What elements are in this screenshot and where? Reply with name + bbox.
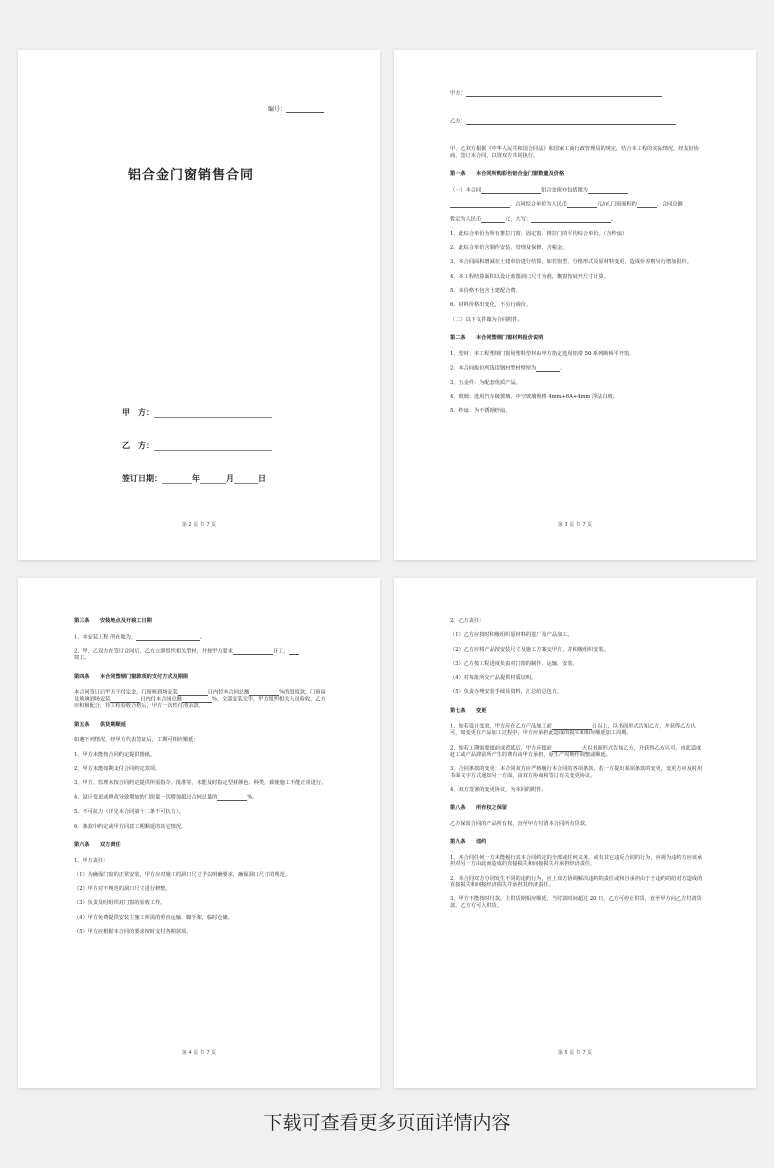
party-a-line — [122, 407, 272, 418]
list-item: （二）以下文件做为合同附件。 — [450, 316, 523, 323]
list-item: 5、纱扇：为不锈钢纱扇。 — [450, 408, 511, 415]
page-number: 第 3 页 共 7 页 — [557, 522, 593, 528]
article-1-paragraph: （一）本合同 铝合金窗亦包括图为 — [450, 187, 704, 194]
page-cover — [18, 50, 380, 560]
list-item: 2、乙方责任： — [450, 618, 485, 624]
list-item: 6、条款中约定或甲方同意工期顺延的其它情况。 — [74, 823, 187, 830]
list-item: 1、甲方责任： — [74, 857, 109, 864]
party-a-label: 甲 方： — [122, 408, 154, 417]
list-item: （4）甲方免费提供安装主施工所需的垂直运输、脚手架，临时仓储。 — [74, 914, 233, 921]
article-7-title: 第七条 变更 — [450, 707, 487, 714]
download-more-banner: 下载可查看更多页面详情内容 — [263, 1112, 511, 1134]
article-8-title: 第八条 所有权之保留 — [450, 805, 508, 812]
list-item: 1、甲方未能按合同约定提供图纸。 — [74, 751, 156, 758]
list-item: （5）负责办理安装手续及资料，汇总给总包方。 — [450, 689, 563, 696]
document-title: 铝合金门窗销售合同 — [128, 168, 255, 183]
list-item: 4、本工程结算面积以设计蓝图洞口尺寸为准，飘窗按展开尺寸计算。 — [450, 273, 609, 280]
list-item: 4、双方签署的变更协议，为本同的附件。 — [450, 786, 547, 793]
page-number: 第 2 页 共 7 页 — [181, 522, 217, 528]
sign-date-label: 签订日期： — [122, 474, 162, 483]
list-item: 2、本合同报价所选用钢衬型材壁厚为 。 — [450, 365, 566, 372]
page-number: 第 5 页 共 7 页 — [557, 1050, 593, 1056]
list-item: 3、本合同面积增减在土建单价进行结算，如若窗型、分格形式及原材料变更，造成价差则另行增加报价。 — [450, 259, 692, 266]
list-item: 3、合同条款的变更：本合同双方应严格履行本合同的各项条款，若一方提出某项条款的变更，变更方应及时用书面文字方式通知另一方面，由双方协商和签订有关变更协议。 — [450, 766, 703, 779]
article-5-intro: 如遇下列情况，经甲方代表签证后，工期可相应顺延： — [74, 737, 199, 744]
list-item: （1）为确保门窗的正常安装，甲方应对施工的洞口尺寸予以明确要求，确保洞口尺寸的规范。 — [74, 871, 290, 878]
page-3 — [18, 578, 380, 1088]
sign-date-line: 签订日期： 年 月 日 — [122, 474, 266, 483]
article-6-title: 第六条 双方责任 — [74, 842, 121, 849]
page-body — [450, 618, 704, 917]
list-item: （3）乙方按工程进度负责对门窗的制作、运输、安装。 — [450, 660, 578, 667]
list-item: 1、型材：本工程塑钢门窗用塑料型材由甲方指定选用铝带 50 系列断桥平开窗。 — [450, 350, 635, 357]
party-b-field: 乙方： — [450, 118, 704, 125]
list-item: 5、本价格不包含土建配合费。 — [450, 288, 521, 295]
list-item: 3、五金件：为配套优质产品。 — [450, 379, 521, 386]
article-9-title: 第九条 违约 — [450, 839, 487, 846]
list-item: （1）乙方应按时积极组织原材料的进厂及产品加工。 — [450, 632, 573, 639]
doc-number — [268, 104, 324, 113]
article-1-paragraph: 暂定为人民币 元，大写： 。 — [450, 216, 617, 223]
list-item: （5）甲方应根据本合同的要求按时支付各期款项。 — [74, 929, 192, 936]
party-b-label: 乙 方： — [122, 441, 154, 450]
doc-number-label: 编号： — [267, 106, 286, 113]
list-item: 5、不可抗力（详见本合同第十二条不可抗力）。 — [74, 809, 184, 816]
article-4-title: 第四条 本合同塑钢门窗款项的支付方式及期限 — [74, 673, 189, 680]
article-1-title: 第一条 本合同所购彩色铝合金门窗数量及价格 — [450, 171, 565, 177]
list-item: 1、此综合单价为所有推拉门窗、固定窗、推拉门的平均综合单价。（含纱扇） — [450, 230, 628, 237]
page-2 — [394, 50, 756, 560]
page-body — [74, 618, 328, 943]
list-item: 1、本合同任何一方未能履行其本合同约定的全部或任何义务，或有其它违反合同的行为，应视为违约方应该承担对另一方由此而造成的直接损失和间接损失并承担经济责任。 — [450, 854, 703, 868]
article-8-paragraph: 乙方保留合同的产品所有权，直至甲方付清本合同所有货款。 — [450, 820, 591, 827]
page-body — [450, 90, 704, 423]
article-2-title: 第二条 本合同塑钢门窗材料报价说明 — [450, 335, 544, 342]
list-item: 2、甲方未能如期支付合同约定款项。 — [74, 765, 161, 772]
list-item: 1、本安装工程 所在地为： 。 — [74, 634, 206, 640]
article-3-title: 第三条 安装地点及开竣工日期 — [74, 618, 152, 624]
article-4-paragraph: 本合同签订后甲方不付定金，门窗框到场安装 日内付本合同总额 %的进度款，门窗扇及玻璃到场安装 日内付本合同总额 %，全部安装完毕，甲方组织相关人员验收，乙方应积极配合，待工程验收合格后，甲方一次性付清余款。 — [74, 689, 326, 710]
list-item: （4）对每批所交产品提供材质证明。 — [450, 675, 537, 682]
list-item: 2、甲、乙双方在签订合同后，乙方立即组织相关型材，并按甲方要求 开工， 竣工。 — [74, 648, 328, 662]
intro-paragraph: 甲、乙双方根据《中华人民共和国合同法》和国家工商行政管理局的规定，结合本工程的实际情况，经友好协商，签订本合同，以资双方共同执行。 — [450, 146, 700, 159]
list-item: 4、玻璃：选用汽车级玻璃，中空玻璃规格 4mm+6A+4mm 浮法白玻。 — [450, 394, 618, 401]
page-number: 第 4 页 共 7 页 — [181, 1050, 217, 1056]
list-item: 3、甲方、监理未按合同约定提供所需指令、批准等，未能及时指定型材颜色、种类，致使施工不能正常进行。 — [74, 780, 327, 787]
list-item: 6、材料价格出变化，不另行调价。 — [450, 302, 532, 309]
party-a-field: 甲方： — [450, 90, 704, 97]
list-item: （2）甲方对不规范的洞口尺寸进行修整。 — [74, 886, 171, 893]
list-item: 2、此综合单价含制作安装、管理及保修、含税金。 — [450, 245, 568, 252]
list-item: 4、设计变更或修改导致增加的门窗量一次增加超过合同总量的 %。 — [74, 794, 258, 801]
list-item: （3）负责及时组织对门窗的验收工作。 — [74, 900, 166, 907]
article-5-title: 第五条 供货期顺延 — [74, 721, 126, 728]
party-b-line — [122, 440, 272, 451]
article-1-paragraph: ，合同综合单价为人民币 元/㎡,门窗面积约 ，合同总额 — [450, 201, 704, 208]
list-item: 3、甲方不能按时付款，主供货期相应顺延，当付款时间超过 20 日，乙方可停止供货，直至甲方向乙方付清货款，乙方方可人供货。 — [450, 896, 702, 909]
list-item: （2）乙方应将产品按安装尺寸及施工方案交甲方，并积极组织安装。 — [450, 646, 609, 653]
list-item: 1、如若设计变更，甲方应在乙方产品加工前 日以上，以书面形式告知乙方，并获得乙方认可，如变更在产品加工过程中，甲方应承担此造成的损失和相应顺延加工周期。 — [450, 723, 696, 737]
list-item: 2、本合同双方分别发生不同的违约行为，应上双方协调解决违约的责任或和自承担由于于违约的给对方造成的直接损失和间接经济损失并承担其经济责任。 — [450, 875, 703, 889]
list-item: 2、如若工期需要提前或者延后，甲方应提前 天以书面形式告知乙方，并获得乙方认可，由此造成赶工或产品滞留所产生的费有由甲方承担，原生产周期作调整或顺延。 — [450, 745, 702, 758]
page-4 — [394, 578, 756, 1088]
